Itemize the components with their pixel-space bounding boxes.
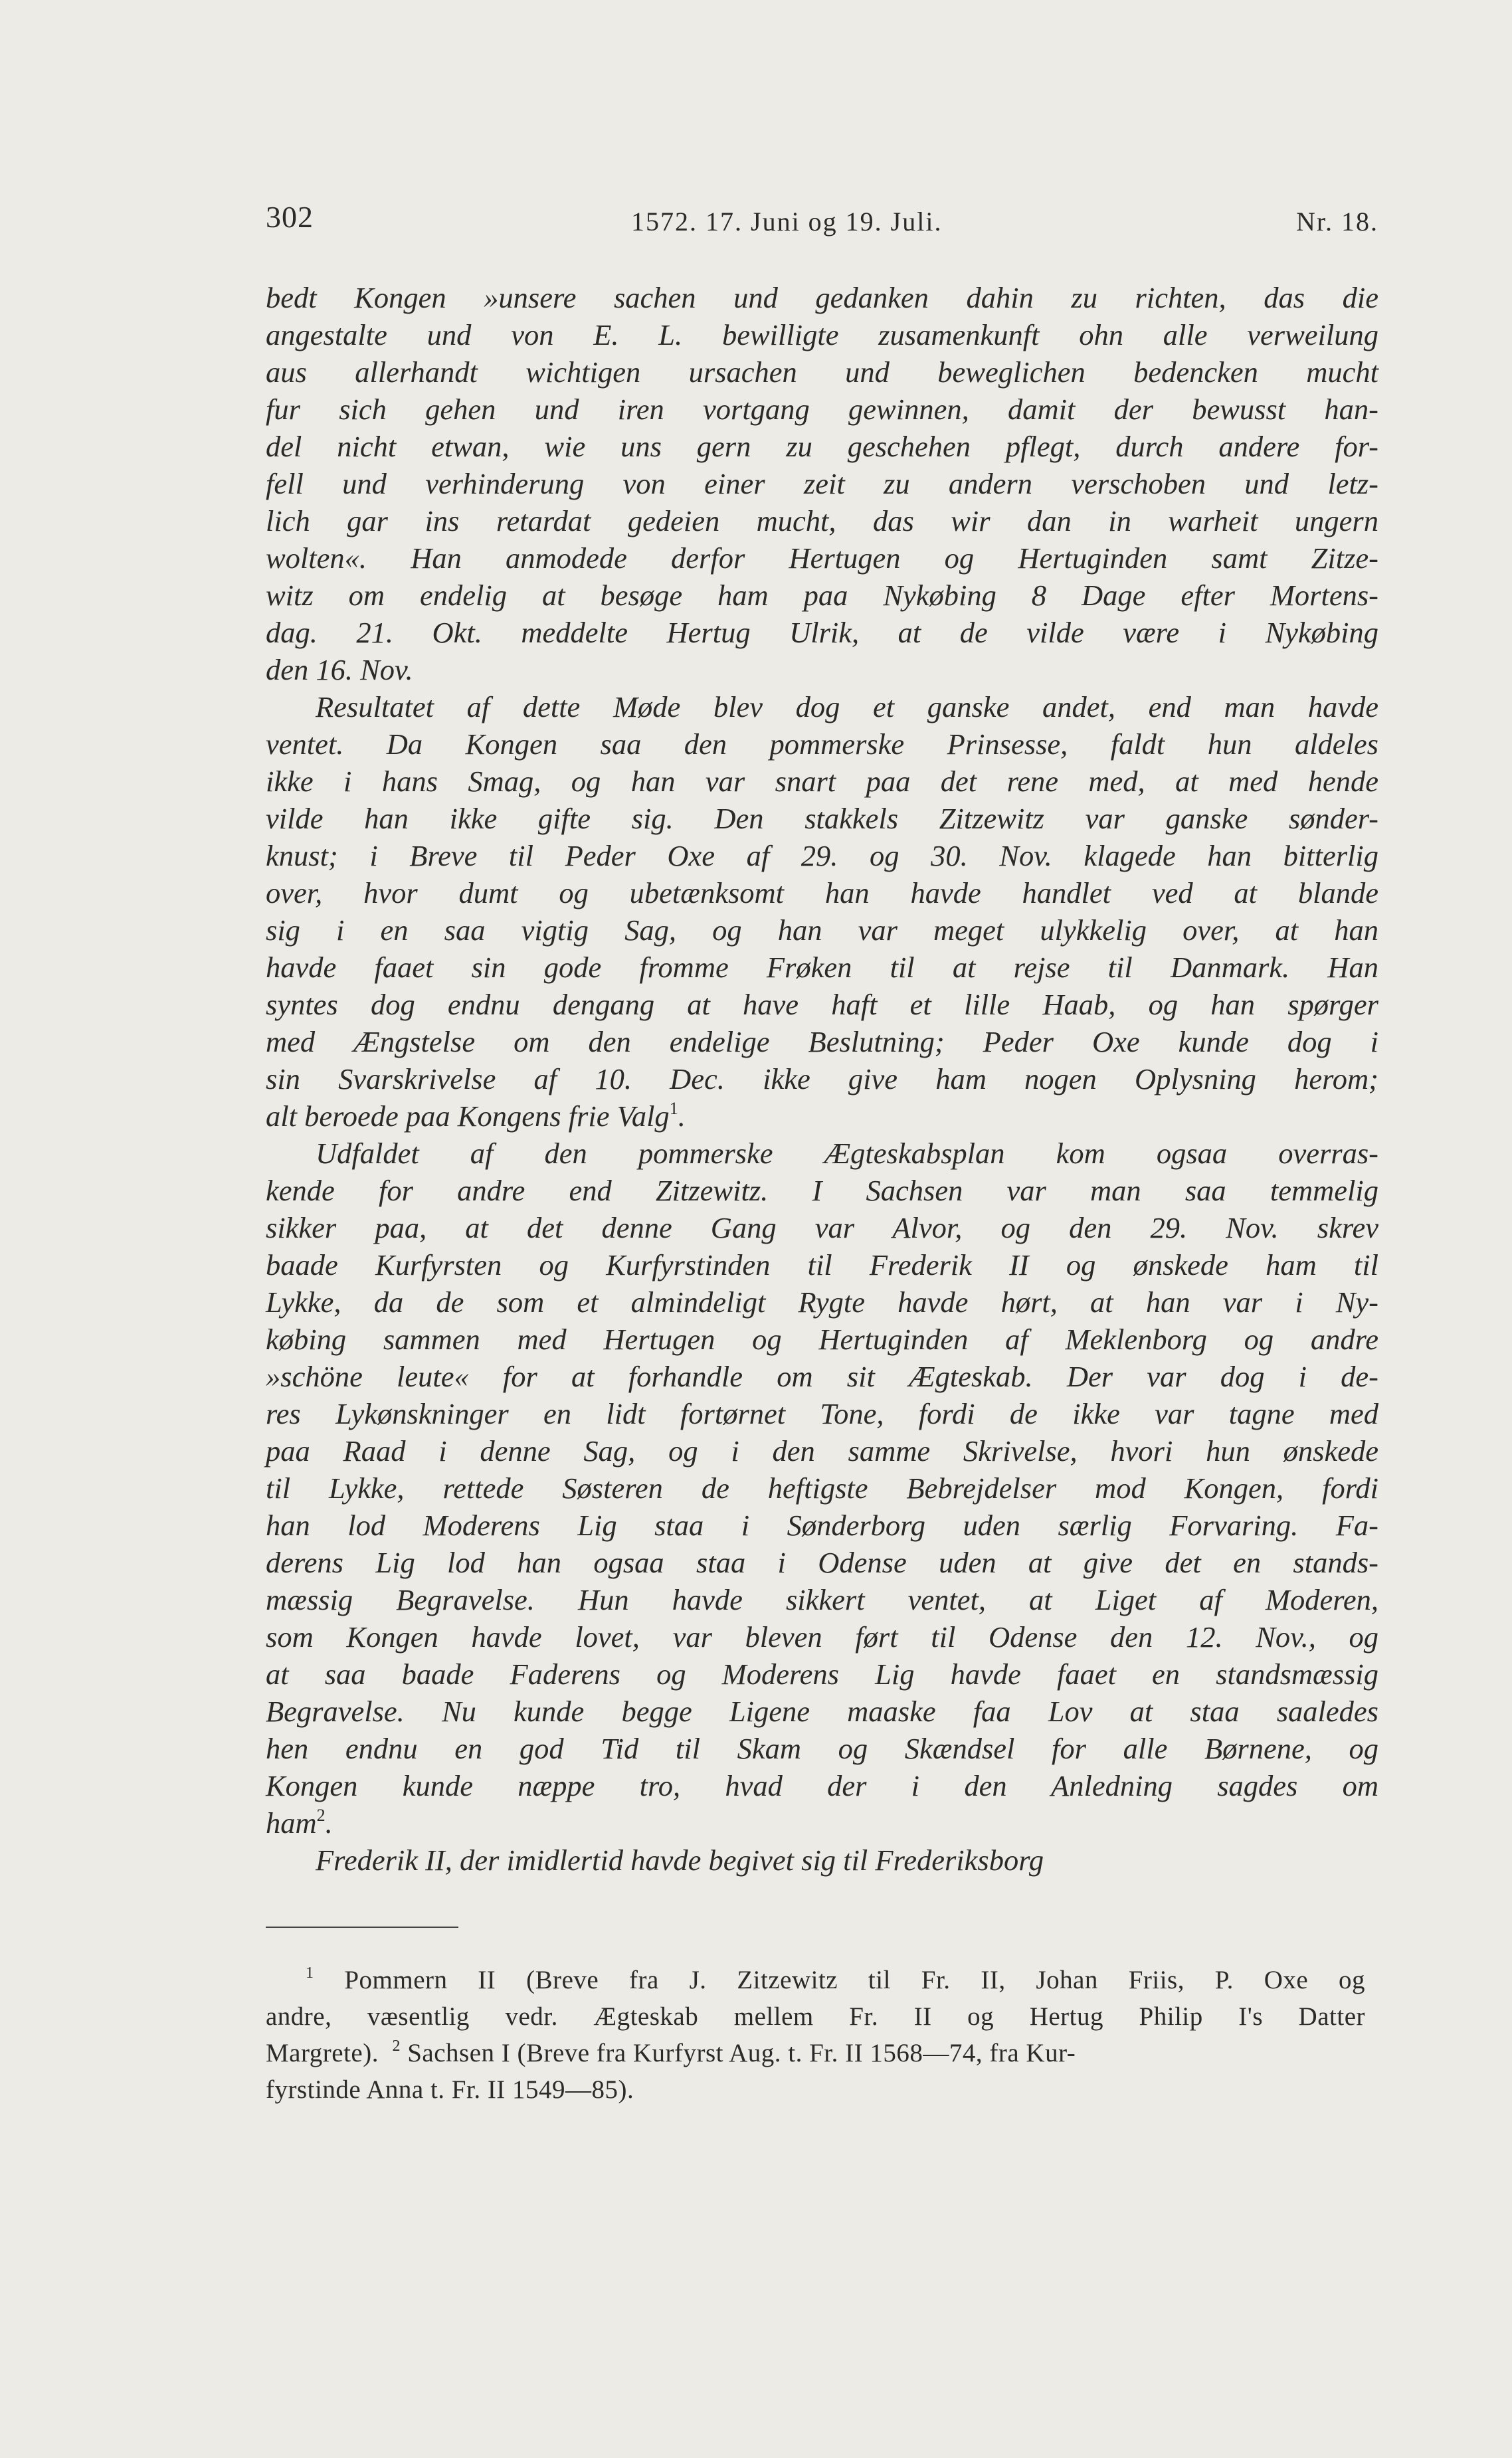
text-line: ikke i hans Smag, og han var snart paa det rene med, at med hende — [266, 765, 1378, 798]
text-line — [266, 1097, 1378, 1135]
text-line: del nicht etwan, wie uns gern zu geschehen pflegt, durch andere for- — [266, 430, 1378, 463]
footnote-line: fyrstinde Anna t. Fr. II 1549—85). — [266, 2075, 634, 2104]
footnote-line — [306, 1963, 1365, 1998]
footnote-text: Pommern II (Breve fra J. Zitzewitz til Fr. II, Johan Friis, P. Oxe og — [344, 1966, 1366, 1994]
footnote-label: 1 — [306, 1964, 314, 1982]
text-line: »schöne leute« for at forhandle om sit Ægteskab. Der var dog i de- — [266, 1360, 1378, 1393]
letter-number: Nr. 18. — [1296, 207, 1378, 236]
text-line: til Lykke, rettede Søsteren de heftigste Bebrejdelser mod Kongen, fordi — [266, 1471, 1378, 1505]
footnote-text: Sachsen I (Breve fra Kurfyrst Aug. t. Fr. II 1568—74, fra Kur- — [407, 2039, 1076, 2067]
text-line: med Ængstelse om den endelige Beslutning; Peder Oxe kunde dog i — [266, 1025, 1378, 1058]
text-line: kende for andre end Zitzewitz. I Sachsen var man saa temmelig — [266, 1174, 1378, 1207]
text-line: lich gar ins retardat gedeien mucht, das wir dan in warheit ungern — [266, 504, 1378, 537]
text-line-end: . — [678, 1099, 686, 1133]
text-line: at saa baade Faderens og Moderens Lig havde faaet en standsmæssig — [266, 1657, 1378, 1691]
date-range: 1572. 17. Juni og 19. Juli. — [631, 207, 943, 236]
footnote-label: 2 — [392, 2037, 401, 2055]
text-line: derens Lig lod han ogsaa staa i Odense uden at give det en stands- — [266, 1546, 1378, 1579]
footnote-line: andre, væsentlig vedr. Ægteskab mellem Fr. II og Hertug Philip I's Datter — [266, 2002, 1365, 2031]
footnote-mark: 1 — [669, 1099, 678, 1118]
text-line: Kongen kunde næppe tro, hvad der i den Anledning sagdes om — [266, 1769, 1378, 1802]
text-line: bedt Kongen »unsere sachen und gedanken dahin zu richten, das die — [266, 281, 1378, 314]
text-line: wolten«. Han anmodede derfor Hertugen og Hertuginden samt Zitze- — [266, 541, 1378, 575]
text-line-content: ham — [266, 1806, 317, 1840]
text-line — [266, 1804, 1378, 1842]
text-line: købing sammen med Hertugen og Hertuginden af Meklenborg og andre — [266, 1323, 1378, 1356]
running-header — [266, 199, 1378, 239]
text-line: havde faaet sin gode fromme Frøken til at rejse til Danmark. Han — [266, 951, 1378, 984]
text-line: over, hvor dumt og ubetænksomt han havde handlet ved at blande — [266, 876, 1378, 909]
text-line: witz om endelig at besøge ham paa Nykøbing 8 Dage efter Mortens- — [266, 579, 1378, 612]
text-line: sikker paa, at det denne Gang var Alvor, og den 29. Nov. skrev — [266, 1211, 1378, 1244]
text-line: aus allerhandt wichtigen ursachen und beweglichen bedencken mucht — [266, 355, 1378, 389]
text-line: han lod Moderens Lig staa i Sønderborg uden særlig Forvaring. Fa- — [266, 1509, 1378, 1542]
text-line: den 16. Nov. — [266, 653, 413, 686]
footnote-line — [266, 2036, 1365, 2071]
text-line: Frederik II, der imidlertid havde begivet sig til Frederiksborg — [316, 1844, 1044, 1877]
text-line: Lykke, da de som et almindeligt Rygte havde hørt, at han var i Ny- — [266, 1285, 1378, 1319]
footnote-mark: 2 — [316, 1806, 326, 1825]
text-line: sin Svarskrivelse af 10. Dec. ikke give ham nogen Oplysning herom; — [266, 1062, 1378, 1095]
text-line: knust; i Breve til Peder Oxe af 29. og 30. Nov. klagede han bitterlig — [266, 839, 1378, 872]
text-line: vilde han ikke gifte sig. Den stakkels Zitzewitz var ganske sønder- — [266, 802, 1378, 835]
text-line-content: alt beroede paa Kongens frie Valg — [266, 1099, 670, 1133]
page-number: 302 — [266, 200, 314, 234]
text-line: sig i en saa vigtig Sag, og han var meget ulykkelig over, at han — [266, 913, 1378, 947]
text-line: Resultatet af dette Møde blev dog et ganske andet, end man havde — [316, 690, 1378, 723]
text-line: ventet. Da Kongen saa den pommerske Prinsesse, faldt hun aldeles — [266, 727, 1378, 761]
text-line: Begravelse. Nu kunde begge Ligene maaske faa Lov at staa saaledes — [266, 1695, 1378, 1728]
text-line: paa Raad i denne Sag, og i den samme Skrivelse, hvori hun ønskede — [266, 1434, 1378, 1467]
text-line: Udfaldet af den pommerske Ægteskabsplan kom ogsaa overras- — [316, 1137, 1378, 1170]
text-line: res Lykønskninger en lidt fortørnet Tone, fordi de ikke var tagne med — [266, 1397, 1378, 1430]
text-line: baade Kurfyrsten og Kurfyrstinden til Frederik II og ønskede ham til — [266, 1248, 1378, 1281]
text-line: dag. 21. Okt. meddelte Hertug Ulrik, at de vilde være i Nykøbing — [266, 616, 1378, 649]
footnote-text: Margrete). — [266, 2039, 379, 2067]
text-line: hen endnu en god Tid til Skam og Skændsel for alle Børnene, og — [266, 1732, 1378, 1765]
text-line: angestalte und von E. L. bewilligte zusamenkunft ohn alle verweilung — [266, 318, 1378, 351]
text-line: syntes dog endnu dengang at have haft et lille Haab, og han spørger — [266, 988, 1378, 1021]
text-line: mæssig Begravelse. Hun havde sikkert ventet, at Liget af Moderen, — [266, 1583, 1378, 1616]
text-line: fur sich gehen und iren vortgang gewinnen, damit der bewusst han- — [266, 393, 1378, 426]
text-line-end: . — [325, 1806, 333, 1840]
text-line: som Kongen havde lovet, var bleven ført til Odense den 12. Nov., og — [266, 1620, 1378, 1654]
text-line: fell und verhinderung von einer zeit zu andern verschoben und letz- — [266, 467, 1378, 500]
footnote-divider — [266, 1927, 458, 1928]
